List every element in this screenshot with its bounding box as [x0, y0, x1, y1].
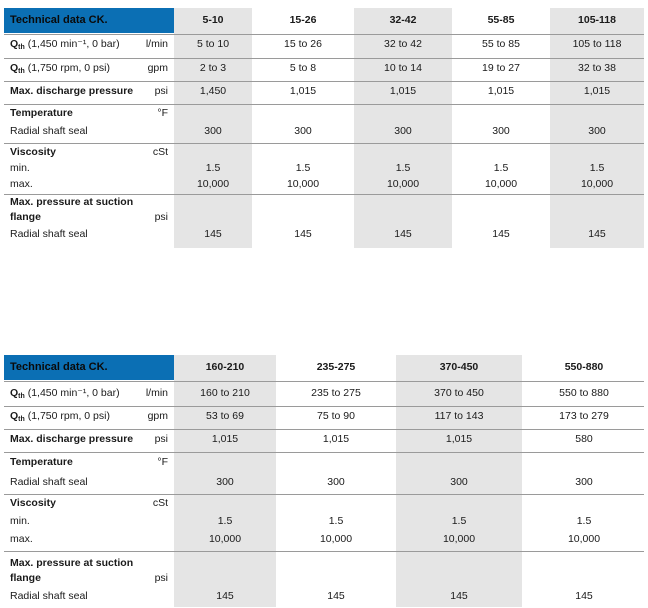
row-label: Radial shaft seal: [10, 590, 88, 602]
table-cell: 32 to 38: [578, 62, 616, 74]
table-cell: 300: [450, 476, 468, 488]
table-cell: 145: [492, 228, 510, 240]
col-header: 55-85: [487, 14, 515, 26]
table-cell: 10,000: [196, 178, 230, 190]
table-title: Technical data CK.: [4, 8, 174, 33]
row-label: Viscosity: [10, 497, 56, 509]
table-cell: 15 to 26: [284, 38, 322, 50]
row-label: max.: [10, 533, 33, 545]
table-cell: 145: [588, 228, 606, 240]
table-header: [4, 8, 644, 33]
row-unit: psi: [154, 211, 168, 223]
row-divider: [4, 551, 644, 552]
col-header: 235-275: [316, 361, 356, 373]
tech-data-table-2: [4, 355, 644, 607]
row-divider: [4, 452, 644, 453]
row-unit: gpm: [147, 62, 168, 74]
col-header: 5-10: [202, 14, 224, 26]
row-label: $Q_{th}$ (1,750 rpm, 0 psi): [10, 62, 110, 75]
table-cell: 10,000: [386, 178, 420, 190]
table-cell: 145: [294, 228, 312, 240]
row-label: Temperature: [10, 456, 73, 468]
table-cell: 75 to 90: [317, 410, 355, 422]
row-label: flange: [10, 211, 41, 223]
table-cell: 235 to 275: [311, 387, 361, 399]
table-cell: 10,000: [286, 178, 320, 190]
row-divider: [4, 194, 644, 195]
row-label: Radial shaft seal: [10, 476, 88, 488]
table-cell: 145: [450, 590, 468, 602]
row-label: Max. pressure at suction: [10, 196, 134, 208]
table-cell: 1.5: [493, 162, 509, 174]
table-cell: 1.5: [217, 515, 233, 527]
row-unit: l/min: [145, 38, 168, 50]
row-label: $Q_{th}$ (1,750 rpm, 0 psi): [10, 410, 110, 423]
table-cell: 1.5: [295, 162, 311, 174]
table-cell: 300: [204, 125, 222, 137]
table-cell: 1,015: [445, 433, 473, 445]
row-divider: [4, 143, 644, 144]
table-cell: 1,015: [487, 85, 515, 97]
table-cell: 10,000: [442, 533, 476, 545]
table-cell: 105 to 118: [572, 38, 622, 50]
row-unit: psi: [154, 85, 168, 97]
table-cell: 300: [575, 476, 593, 488]
row-unit: gpm: [147, 410, 168, 422]
col-header: 160-210: [205, 361, 245, 373]
table-cell: 1,015: [583, 85, 611, 97]
col-header: 370-450: [439, 361, 479, 373]
table-cell: 1.5: [328, 515, 344, 527]
table-cell: 1,015: [389, 85, 417, 97]
row-label: min.: [10, 515, 30, 527]
table-cell: 173 to 279: [559, 410, 609, 422]
row-divider: [4, 494, 644, 495]
row-label: Radial shaft seal: [10, 125, 88, 137]
row-divider: [4, 34, 644, 35]
table-header: [4, 355, 644, 380]
table-cell: 300: [588, 125, 606, 137]
row-label: $Q_{th}$ (1,450 min⁻¹, 0 bar): [10, 38, 120, 51]
table-cell: 10,000: [567, 533, 601, 545]
row-divider: [4, 406, 644, 407]
table-cell: 145: [394, 228, 412, 240]
table-cell: 117 to 143: [434, 410, 484, 422]
table-cell: 1,450: [199, 85, 227, 97]
row-divider: [4, 381, 644, 382]
table-cell: 10,000: [580, 178, 614, 190]
table-cell: 580: [575, 433, 593, 445]
col-header: 105-118: [578, 14, 616, 26]
table-cell: 53 to 69: [206, 410, 244, 422]
row-label: max.: [10, 178, 33, 190]
row-label: Viscosity: [10, 146, 56, 158]
table-cell: 10,000: [319, 533, 353, 545]
row-unit: °F: [157, 107, 168, 119]
table-cell: 145: [216, 590, 234, 602]
table-cell: 300: [216, 476, 234, 488]
table-cell: 1.5: [395, 162, 411, 174]
table-cell: 1.5: [205, 162, 221, 174]
table-title: Technical data CK.: [4, 355, 174, 380]
row-unit: psi: [154, 433, 168, 445]
row-label: Max. pressure at suction: [10, 557, 134, 569]
table-cell: 160 to 210: [200, 387, 250, 399]
row-unit: psi: [154, 572, 168, 584]
row-unit: cSt: [152, 497, 168, 509]
table-cell: 55 to 85: [482, 38, 520, 50]
table-cell: 145: [204, 228, 222, 240]
row-unit: cSt: [152, 146, 168, 158]
table-cell: 10,000: [208, 533, 242, 545]
table-cell: 10,000: [484, 178, 518, 190]
table-cell: 300: [394, 125, 412, 137]
col-header: 32-42: [389, 14, 417, 26]
row-divider: [4, 104, 644, 105]
row-divider: [4, 81, 644, 82]
table-cell: 32 to 42: [384, 38, 422, 50]
table-cell: 1,015: [322, 433, 350, 445]
table-cell: 2 to 3: [199, 62, 227, 74]
row-label: Temperature: [10, 107, 73, 119]
table-cell: 10 to 14: [384, 62, 422, 74]
row-label: Max. discharge pressure: [10, 433, 134, 445]
row-unit: °F: [157, 456, 168, 468]
table-cell: 5 to 8: [289, 62, 317, 74]
row-label: flange: [10, 572, 41, 584]
table-cell: 145: [327, 590, 345, 602]
table-cell: 300: [492, 125, 510, 137]
col-header: 550-880: [564, 361, 604, 373]
row-label: Radial shaft seal: [10, 228, 88, 240]
table-cell: 1,015: [289, 85, 317, 97]
table-cell: 5 to 10: [196, 38, 230, 50]
table-cell: 1,015: [211, 433, 239, 445]
table-cell: 550 to 880: [559, 387, 609, 399]
table-cell: 300: [327, 476, 345, 488]
row-label: $Q_{th}$ (1,450 min⁻¹, 0 bar): [10, 387, 120, 400]
row-label: min.: [10, 162, 30, 174]
row-unit: l/min: [145, 387, 168, 399]
table-cell: 1.5: [576, 515, 592, 527]
row-divider: [4, 429, 644, 430]
row-divider: [4, 58, 644, 59]
table-cell: 1.5: [451, 515, 467, 527]
tech-data-table-1: [4, 8, 644, 248]
table-cell: 145: [575, 590, 593, 602]
row-label: Max. discharge pressure: [10, 85, 134, 97]
table-cell: 1.5: [589, 162, 605, 174]
col-header: 15-26: [289, 14, 317, 26]
table-cell: 370 to 450: [434, 387, 484, 399]
table-cell: 19 to 27: [482, 62, 520, 74]
table-cell: 300: [294, 125, 312, 137]
